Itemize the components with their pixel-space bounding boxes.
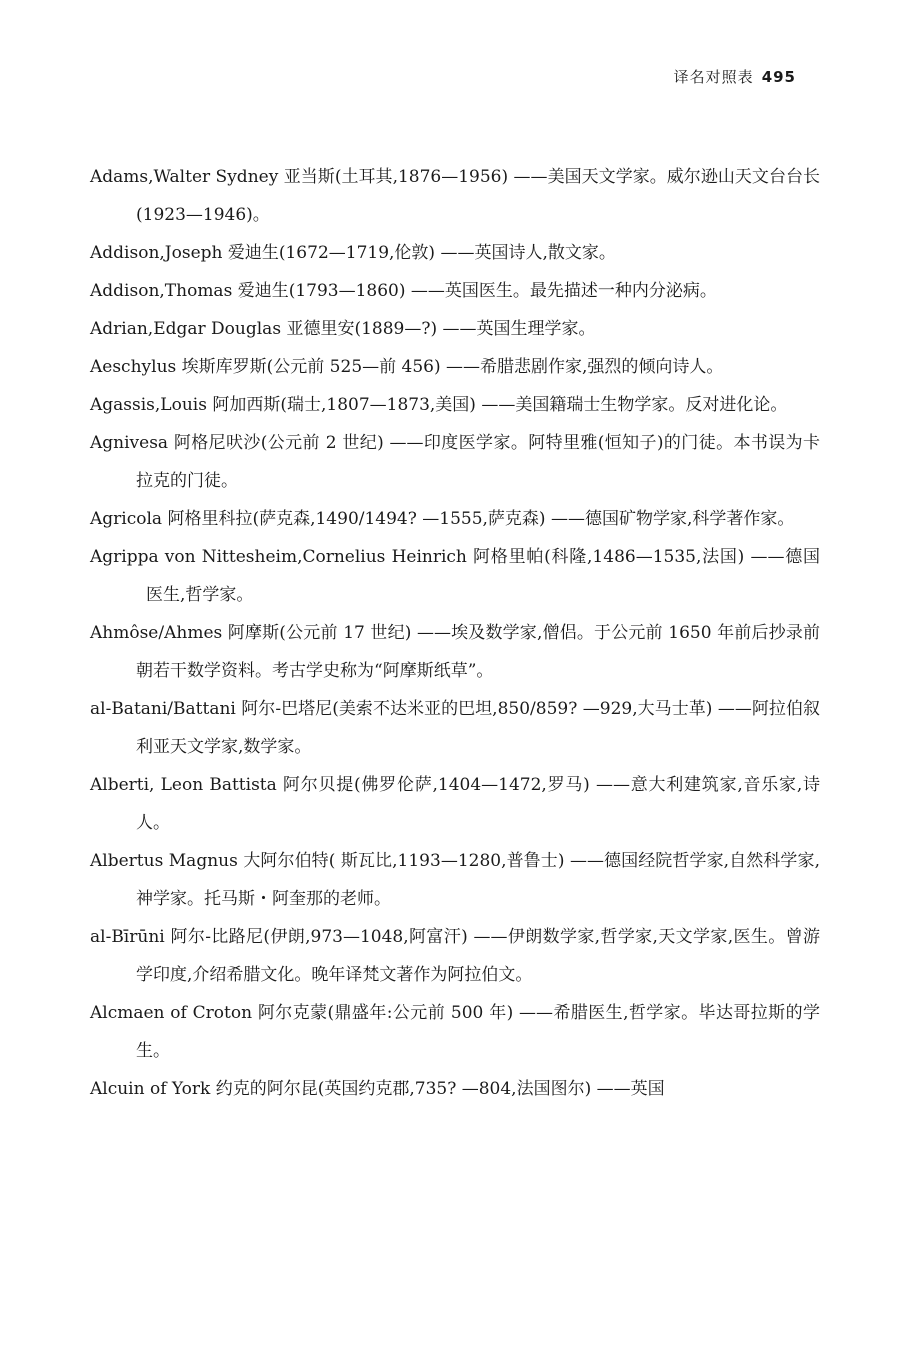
glossary-entry: Agricola 阿格里科拉(萨克森,1490/1494? —1555,萨克森) ——德国矿物学家,科学著作家。 xyxy=(90,509,795,529)
glossary-entry: al-Batani/Battani 阿尔-巴塔尼(美索不达米亚的巴坦,850/859? —929,大马士革) ——阿拉伯叙利亚天文学家,数学家。 xyxy=(90,699,820,757)
glossary-entry: Adrian,Edgar Douglas 亚德里安(1889—?) ——英国生理学家。 xyxy=(90,319,596,339)
page-number: 495 xyxy=(761,68,796,86)
glossary-entry: Agassis,Louis 阿加西斯(瑞士,1807—1873,美国) ——美国籍瑞士生物学家。反对进化论。 xyxy=(90,395,788,415)
glossary-entry: Agnivesa 阿格尼吠沙(公元前 2 世纪) ——印度医学家。阿特里雅(恒知子)的门徒。本书误为卡拉克的门徒。 xyxy=(90,433,820,491)
glossary-entry: Adams,Walter Sydney 亚当斯(土耳其,1876—1956) ——美国天文学家。威尔逊山天文台台长(1923—1946)。 xyxy=(90,167,820,225)
header-title: 译名对照表 xyxy=(673,68,754,86)
glossary-entry: Addison,Joseph 爱迪生(1672—1719,伦敦) ——英国诗人,散文家。 xyxy=(90,243,616,263)
glossary-entry: Alberti, Leon Battista 阿尔贝提(佛罗伦萨,1404—1472,罗马) ——意大利建筑家,音乐家,诗人。 xyxy=(90,775,820,833)
glossary-entry: Addison,Thomas 爱迪生(1793—1860) ——英国医生。最先描述一种内分泌病。 xyxy=(90,281,717,301)
glossary-entry: al-Bīrūni 阿尔-比路尼(伊朗,973—1048,阿富汗) ——伊朗数学家,哲学家,天文学家,医生。曾游学印度,介绍希腊文化。晚年译梵文著作为阿拉伯文。 xyxy=(90,927,820,985)
glossary-entry: Ahmôse/Ahmes 阿摩斯(公元前 17 世纪) ——埃及数学家,僧侣。于公元前 1650 年前后抄录前朝若干数学资料。考古学史称为“阿摩斯纸草”。 xyxy=(90,623,820,681)
glossary-entries xyxy=(90,158,820,1108)
glossary-entry: Aeschylus 埃斯库罗斯(公元前 525—前 456) ——希腊悲剧作家,强烈的倾向诗人。 xyxy=(90,357,724,377)
running-header xyxy=(674,66,796,87)
glossary-entry: Albertus Magnus 大阿尔伯特( 斯瓦比,1193—1280,普鲁士) ——德国经院哲学家,自然科学家,神学家。托马斯・阿奎那的老师。 xyxy=(90,851,820,909)
glossary-entry: Agrippa von Nittesheim,Cornelius Heinrich 阿格里帕(科隆,1486—1535,法国) ——德国医生,哲学家。 xyxy=(90,547,820,605)
glossary-entry: Alcmaen of Croton 阿尔克蒙(鼎盛年:公元前 500 年) ——希腊医生,哲学家。毕达哥拉斯的学生。 xyxy=(90,1003,820,1061)
glossary-entry: Alcuin of York 约克的阿尔昆(英国约克郡,735? —804,法国图尔) ——英国 xyxy=(90,1079,665,1099)
